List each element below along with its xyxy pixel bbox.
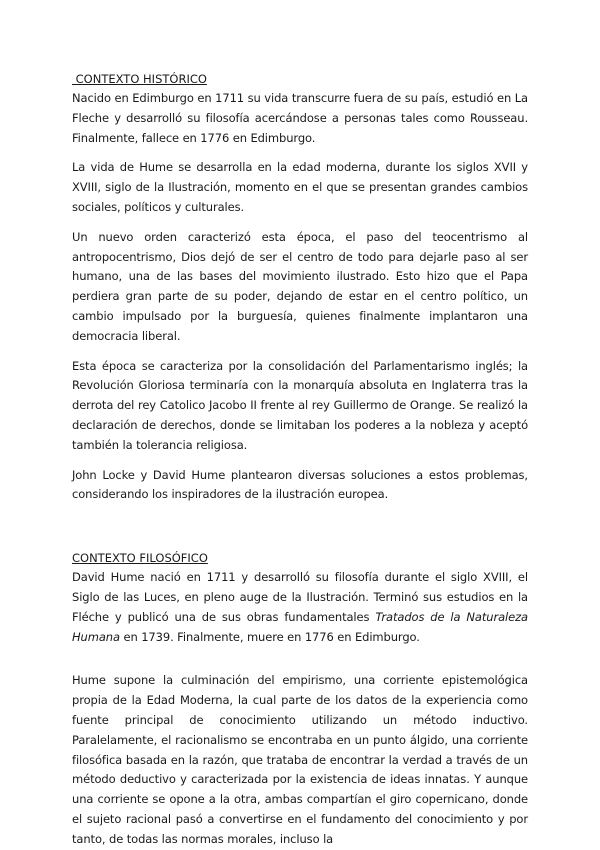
paragraph: Hume supone la culminación del empirismo, una corriente epistemológica propia de la Edad Moderna, la cual parte de los datos de la experiencia como fuente principal de conocimiento utilizando un método inductivo. Paralelamente, el racionalismo se encontraba en un punto álgido, una corriente filosófica basada en la razón, que trataba de encontrar la verdad a través de un método deductivo y caracterizada por la existencia de ideas innatas. Y aunque una corriente se opone a la otra, ambas compartían el giro copernicano, donde el sujeto racional pasó a convertirse en el fundamento del conocimiento y por tanto, de todas las normas morales, incluso la xyxy=(72,673,528,846)
paragraph-gap xyxy=(72,657,528,671)
paragraph-text: David Hume nació en 1711 y desarrolló su filosofía durante el siglo XVIII, el Siglo de las Luces, en pleno auge de la Ilustración. Terminó sus estudios en la Fléche y publicó una de sus obras fundamentales xyxy=(72,570,528,624)
paragraph: Nacido en Edimburgo en 1711 su vida transcurre fuera de su país, estudió en La Fleche y desarrolló su filosofía acercándose a personas tales como Rousseau. Finalmente, fallece en 1776 en Edimburgo. xyxy=(72,91,528,145)
paragraph xyxy=(72,568,528,647)
section-heading-contexto-historico: CONTEXTO HISTÓRICO xyxy=(72,72,207,86)
paragraph: Esta época se caracteriza por la consolidación del Parlamentarismo inglés; la Revolución Gloriosa terminaría con la monarquía absoluta en Inglaterra tras la derrota del rey Catolico Jacobo II frente al rey Guillermo de Orange. Se realizó la declaración de derechos, donde se limitaban los poderes a la nobleza y aceptó también la tolerancia religiosa. xyxy=(72,358,528,452)
paragraph: La vida de Hume se desarrolla en la edad moderna, durante los siglos XVII y XVIII, siglo de la Ilustración, momento en el que se presentan grandes cambios sociales, políticos y culturales. xyxy=(72,160,528,214)
section-heading-contexto-filosofico: CONTEXTO FILOSÓFICO xyxy=(72,551,208,566)
paragraph-text: en 1739. Finalmente, muere en 1776 en Edimburgo. xyxy=(119,629,420,644)
section-gap xyxy=(72,515,528,549)
paragraph: Un nuevo orden caracterizó esta época, el paso del teocentrismo al antropocentrismo, Dios dejó de ser el centro de todo para dejarle paso al ser humano, una de las bases del movimiento ilustrado. Esto hizo que el Papa perdiera gran parte de su poder, dejando de estar en el centro político, un cambio impulsado por la burguesía, quienes finalmente implantaron una democracia liberal. xyxy=(72,229,528,343)
paragraph: John Locke y David Hume plantearon diversas soluciones a estos problemas, considerando los inspiradores de la ilustración europea. xyxy=(72,467,528,502)
book-title: Tratados de la Naturaleza Humana xyxy=(72,609,528,644)
